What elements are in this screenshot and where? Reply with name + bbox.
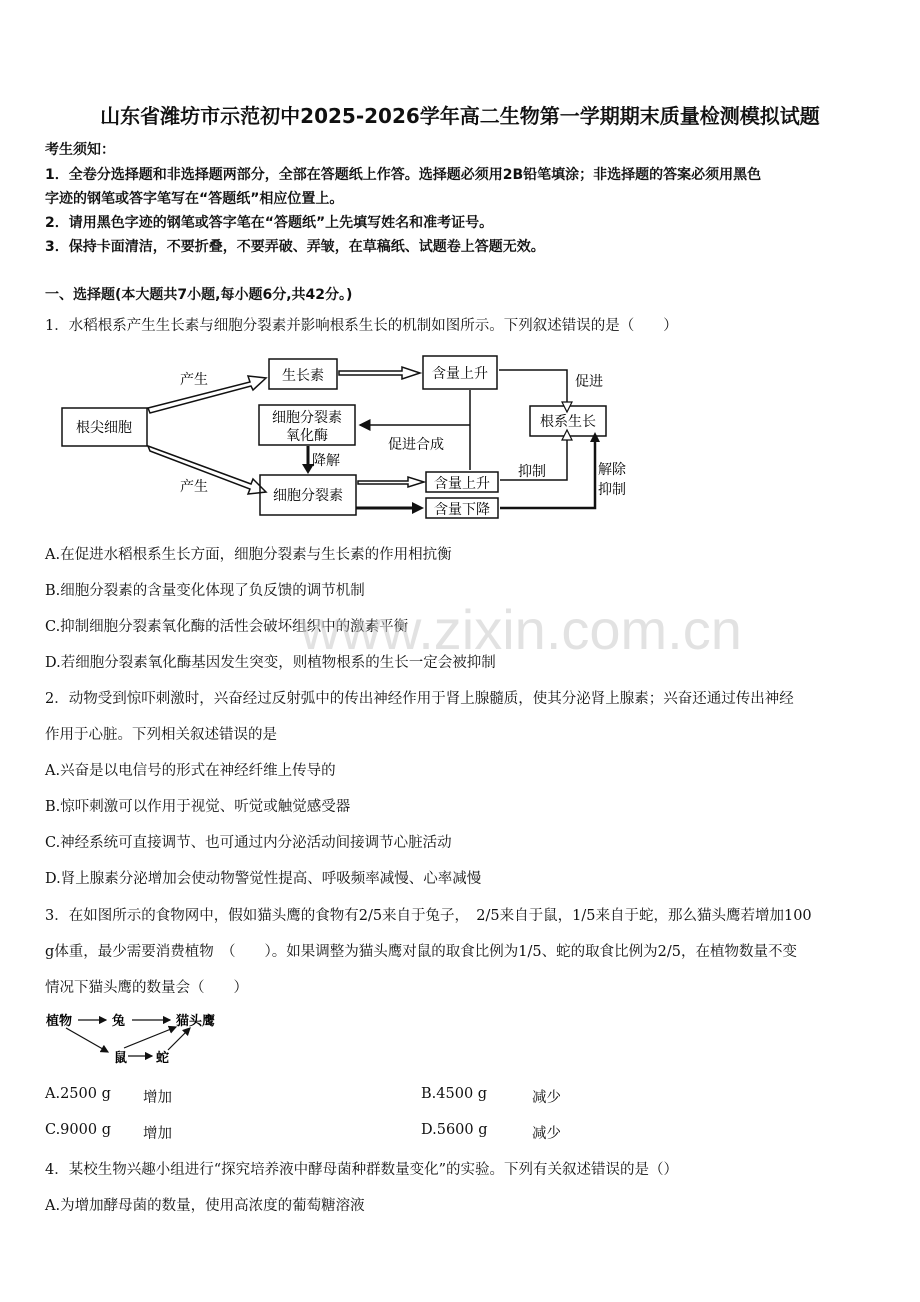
svg-text:氧化酶: 氧化酶 <box>286 428 328 444</box>
q2-stem-2: 作用于心脏。下列相关叙述错误的是 <box>45 727 277 743</box>
notice-line-3: 3．保持卡面清洁，不要折叠，不要弄破、弄皱，在草稿纸、试题卷上答题无效。 <box>45 239 545 255</box>
svg-text:含量下降: 含量下降 <box>434 502 490 518</box>
q3-option-c-note: 增加 <box>143 1126 172 1142</box>
q2-option-b: B.惊吓刺激可以作用于视觉、听觉或触觉感受器 <box>45 799 351 815</box>
svg-text:产生: 产生 <box>180 372 208 388</box>
svg-text:促进: 促进 <box>575 374 603 390</box>
q2-option-c: C.神经系统可直接调节、也可通过内分泌活动间接调节心脏活动 <box>45 835 452 851</box>
svg-text:含量上升: 含量上升 <box>432 366 488 382</box>
svg-text:根系生长: 根系生长 <box>540 414 596 430</box>
svg-text:促进合成: 促进合成 <box>388 437 444 453</box>
q1-option-b: B.细胞分裂素的含量变化体现了负反馈的调节机制 <box>45 583 365 599</box>
svg-text:降解: 降解 <box>312 453 340 469</box>
q3-option-d-note: 减少 <box>532 1126 561 1142</box>
web-mouse: 鼠 <box>114 1051 128 1066</box>
svg-text:抑制: 抑制 <box>598 482 626 498</box>
q3-option-b: B.4500 g <box>421 1086 488 1102</box>
q2-option-d: D.肾上腺素分泌增加会使动物警觉性提高、呼吸频率减慢、心率减慢 <box>45 871 482 887</box>
notice-line-1b: 字迹的钢笔或答字笔写在“答题纸”相应位置上。 <box>45 191 344 207</box>
svg-text:解除: 解除 <box>598 462 626 478</box>
food-web-diagram <box>44 1006 244 1074</box>
q3-option-a-note: 增加 <box>143 1090 172 1106</box>
q4-option-a: A.为增加酵母菌的数量，使用高浓度的葡萄糖溶液 <box>45 1198 365 1214</box>
web-rabbit: 兔 <box>112 1014 126 1029</box>
svg-text:抑制: 抑制 <box>518 464 546 480</box>
q3-stem-1: 3．在如图所示的食物网中，假如猫头鹰的食物有2/5来自于兔子， 2/5来自于鼠，1/5来自于蛇，那么猫头鹰若增加100 <box>45 908 812 924</box>
q2-stem-1: 2．动物受到惊吓刺激时，兴奋经过反射弧中的传出神经作用于肾上腺髓质，使其分泌肾上腺素；兴奋还通过传出神经 <box>45 691 794 707</box>
q2-option-a: A.兴奋是以电信号的形式在神经纤维上传导的 <box>45 763 336 779</box>
q3-stem-2: g体重，最少需要消费植物 （ ）。如果调整为猫头鹰对鼠的取食比例为1/5、蛇的取食比例为2/5，在植物数量不变 <box>45 944 797 960</box>
relieve-arrow <box>500 440 595 508</box>
q3-option-b-note: 减少 <box>532 1090 561 1106</box>
svg-text:细胞分裂素: 细胞分裂素 <box>272 410 342 426</box>
section-heading: 一、选择题(本大题共7小题,每小题6分,共42分。) <box>45 287 353 303</box>
root-cell-label: 根尖细胞 <box>76 420 132 436</box>
svg-text:含量上升: 含量上升 <box>434 476 490 492</box>
page-title: 山东省潍坊市示范初中2025-2026学年高二生物第一学期期末质量检测模拟试题 <box>100 104 820 128</box>
q3-stem-3: 情况下猫头鹰的数量会（ ） <box>45 980 248 996</box>
notice-heading: 考生须知： <box>45 142 115 158</box>
promote-arrow <box>499 370 567 402</box>
q3-option-d: D.5600 g <box>421 1122 488 1138</box>
svg-text:细胞分裂素: 细胞分裂素 <box>273 488 343 504</box>
q1-option-a: A.在促进水稻根系生长方面，细胞分裂素与生长素的作用相抗衡 <box>45 547 452 563</box>
q3-option-c: C.9000 g <box>45 1122 111 1138</box>
notice-line-2: 2．请用黑色字迹的钢笔或答字笔在“答题纸”上先填写姓名和准考证号。 <box>45 215 494 231</box>
svg-text:产生: 产生 <box>180 479 208 495</box>
web-snake: 蛇 <box>156 1051 170 1066</box>
q4-stem: 4．某校生物兴趣小组进行“探究培养液中酵母菌种群数量变化”的实验。下列有关叙述错误的是（） <box>45 1162 679 1178</box>
q3-option-a: A.2500 g <box>45 1086 111 1102</box>
q1-stem: 1．水稻根系产生生长素与细胞分裂素并影响根系生长的机制如图所示。下列叙述错误的是（ ） <box>45 318 678 334</box>
watermark: www.zixin.com.cn <box>300 598 742 661</box>
q1-option-c: C.抑制细胞分裂素氧化酶的活性会破坏组织中的激素平衡 <box>45 619 409 635</box>
q1-option-d: D.若细胞分裂素氧化酶基因发生突变，则植物根系的生长一定会被抑制 <box>45 655 496 671</box>
auxin-to-content-arrow <box>339 367 420 379</box>
web-plant: 植物 <box>46 1014 73 1029</box>
web-owl: 猫头鹰 <box>176 1014 216 1029</box>
hormone-mechanism-diagram <box>50 350 650 525</box>
svg-text:生长素: 生长素 <box>282 368 324 384</box>
notice-line-1a: 1．全卷分选择题和非选择题两部分，全部在答题纸上作答。选择题必须用2B铅笔填涂；非选择题的答案必须用黑色 <box>45 167 762 183</box>
